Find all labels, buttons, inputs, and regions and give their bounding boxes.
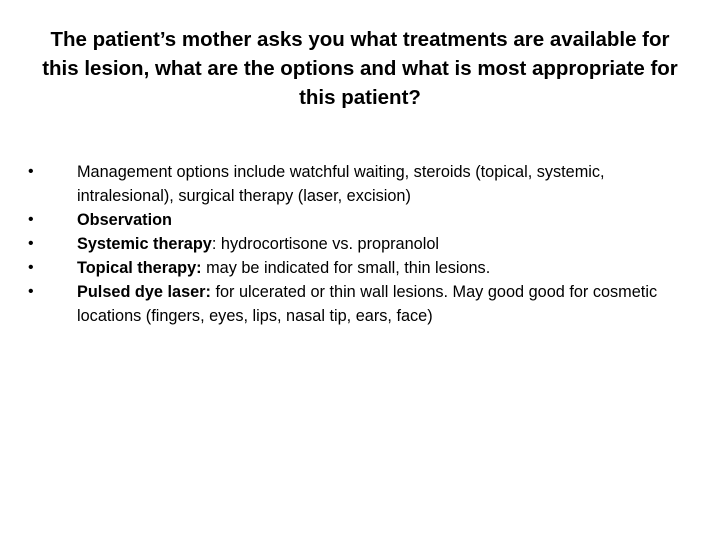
slide-title: The patient’s mother asks you what treatments are available for this lesion, what are the options and what is most appropriate for this patient? bbox=[42, 28, 678, 109]
bullet-item-pulsed-dye-laser bbox=[28, 280, 678, 328]
bullet-item-observation bbox=[28, 208, 678, 232]
bullet-text: for ulcerated or thin wall lesions. May good good for cosmetic locations (fingers, eyes, lips, nasal tip, ears, face) bbox=[77, 283, 658, 325]
bullet-icon: • bbox=[28, 211, 34, 228]
bullet-list bbox=[28, 160, 678, 328]
bullet-item-topical-therapy bbox=[28, 256, 678, 280]
bullet-item-systemic-therapy bbox=[28, 232, 678, 256]
bullet-icon: • bbox=[28, 163, 34, 180]
bullet-bold-text: Observation bbox=[77, 211, 173, 229]
bullet-text: may be indicated for small, thin lesions. bbox=[201, 259, 491, 277]
bullet-bold-text: Systemic therapy bbox=[77, 235, 212, 253]
bullet-bold-text: Pulsed dye laser: bbox=[77, 283, 211, 301]
bullet-item-management-options bbox=[28, 160, 678, 208]
bullet-bold-text: Topical therapy: bbox=[77, 259, 202, 277]
bullet-text: : hydrocortisone vs. propranolol bbox=[211, 235, 439, 253]
bullet-icon: • bbox=[28, 259, 34, 276]
bullet-text: Management options include watchful waiting, steroids (topical, systemic, intralesional), surgical therapy (laser, excision) bbox=[77, 163, 605, 205]
bullet-icon: • bbox=[28, 235, 34, 252]
bullet-icon: • bbox=[28, 283, 34, 300]
